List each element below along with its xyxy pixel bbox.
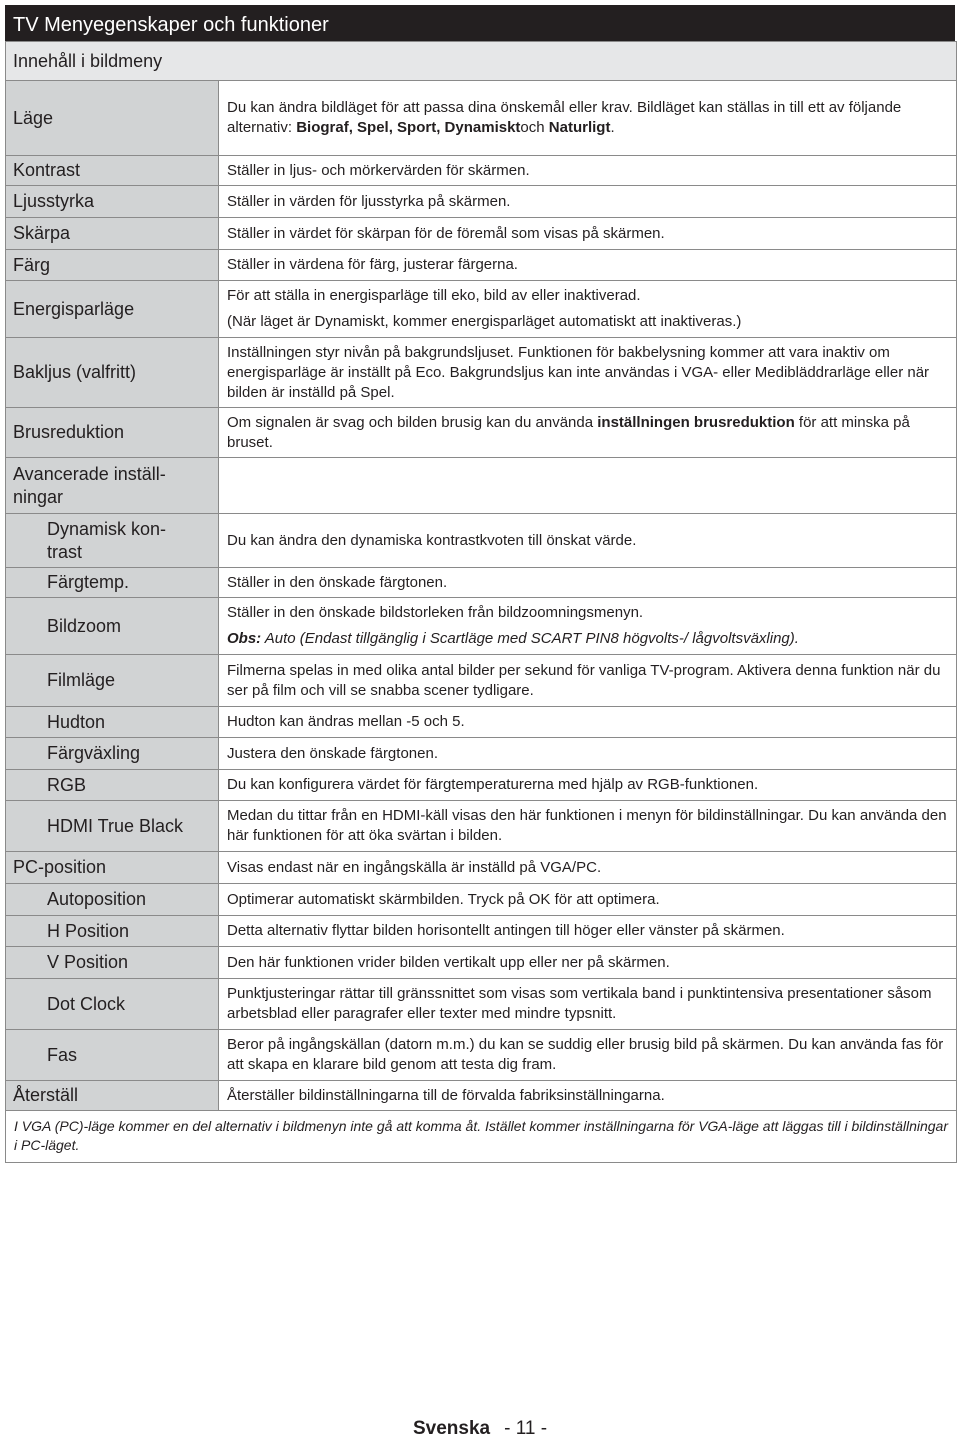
table-row — [6, 884, 957, 916]
row-label-aterstall: Återställ — [6, 1081, 219, 1111]
row-label-dotclock: Dot Clock — [6, 979, 219, 1030]
note-row — [6, 1111, 957, 1163]
row-label-bakljus: Bakljus (valfritt) — [6, 338, 219, 408]
row-desc-fas: Beror på ingångskällan (datorn m.m.) du kan se suddig eller brusig bild på skärmen. Du kan använda fas för att skapa en klarare bild genom att testa dig fram. — [219, 1030, 957, 1081]
row-label-energi: Energisparläge — [6, 281, 219, 338]
page-number: - 11 - — [504, 1418, 548, 1439]
row-label-dynkontrast: Dynamisk kon-trast — [6, 514, 219, 568]
row-label-kontrast: Kontrast — [6, 156, 219, 186]
table-row — [6, 1030, 957, 1081]
row-desc-filmlage: Filmerna spelas in med olika antal bilder per sekund för vanliga TV-program. Aktivera denna funktion när du ser på film och vill se snabba scener tydligare. — [219, 655, 957, 707]
row-desc-dynkontrast: Du kan ändra den dynamiska kontrastkvoten till önskat värde. — [219, 514, 957, 568]
row-label-autopos: Autoposition — [6, 884, 219, 916]
row-desc-autopos: Optimerar automatiskt skärmbilden. Tryck på OK för att optimera. — [219, 884, 957, 916]
row-desc-ljusstyrka: Ställer in värden för ljusstyrka på skärmen. — [219, 186, 957, 218]
page-footer — [0, 1418, 960, 1440]
row-desc-vpos: Den här funktionen vrider bilden vertikalt upp eller ner på skärmen. — [219, 947, 957, 979]
table-row — [6, 1081, 957, 1111]
table-row — [6, 81, 957, 156]
row-label-farg: Färg — [6, 250, 219, 281]
row-label-filmlage: Filmläge — [6, 655, 219, 707]
table-row — [6, 655, 957, 707]
table-row — [6, 568, 957, 598]
table-row — [6, 281, 957, 338]
section-title: Innehåll i bildmeny — [6, 42, 957, 81]
row-label-skarpa: Skärpa — [6, 218, 219, 250]
row-label-bildzoom: Bildzoom — [6, 598, 219, 655]
table-row — [6, 852, 957, 884]
row-desc-avancerade — [219, 458, 957, 514]
row-desc-farg: Ställer in värdena för färg, justerar färgerna. — [219, 250, 957, 281]
table-row — [6, 218, 957, 250]
table-row — [6, 598, 957, 655]
row-label-fargvaxling: Färgväxling — [6, 738, 219, 770]
row-label-fargtemp: Färgtemp. — [6, 568, 219, 598]
row-desc-brus: Om signalen är svag och bilden brusig kan du använda inställningen brusreduktion för att minska på bruset. — [219, 408, 957, 458]
row-label-brus: Brusreduktion — [6, 408, 219, 458]
table-row — [6, 979, 957, 1030]
row-label-lage: Läge — [6, 81, 219, 156]
row-desc-hudton: Hudton kan ändras mellan -5 och 5. — [219, 707, 957, 738]
table-row — [6, 801, 957, 852]
row-desc-hpos: Detta alternativ flyttar bilden horisontellt antingen till höger eller vänster på skärmen. — [219, 916, 957, 947]
table-row — [6, 738, 957, 770]
row-label-ljusstyrka: Ljusstyrka — [6, 186, 219, 218]
row-desc-lage: Du kan ändra bildläget för att passa dina önskemål eller krav. Bildläget kan ställas in till ett av följande alternativ: Biograf, Spel, Sport, Dynamisktoch Naturligt. — [219, 81, 957, 156]
table-row — [6, 408, 957, 458]
table-row — [6, 458, 957, 514]
table-row — [6, 514, 957, 568]
row-desc-aterstall: Återställer bildinställningarna till de förvalda fabriksinställningarna. — [219, 1081, 957, 1111]
row-desc-rgb: Du kan konfigurera värdet för färgtemperaturerna med hjälp av RGB-funktionen. — [219, 770, 957, 801]
row-label-hpos: H Position — [6, 916, 219, 947]
row-desc-skarpa: Ställer in värdet för skärpan för de föremål som visas på skärmen. — [219, 218, 957, 250]
row-desc-hdmi: Medan du tittar från en HDMI-käll visas den här funktionen i menyn för bildinställningar. Du kan använda den här funktionen för att öka svärtan i bilden. — [219, 801, 957, 852]
row-desc-dotclock: Punktjusteringar rättar till gränssnittet som visas som vertikala band i punktintensiva presentationer såsom arbetsblad eller paragrafer eller texter med mindre typsnitt. — [219, 979, 957, 1030]
table-row — [6, 707, 957, 738]
row-label-vpos: V Position — [6, 947, 219, 979]
row-label-hudton: Hudton — [6, 707, 219, 738]
row-label-fas: Fas — [6, 1030, 219, 1081]
footer-language: Svenska — [412, 1418, 491, 1439]
table-row — [6, 186, 957, 218]
row-label-pcpos: PC-position — [6, 852, 219, 884]
page-title: TV Menyegenskaper och funktioner — [5, 5, 955, 41]
row-desc-bildzoom: Ställer in den önskade bildstorleken från bildzoomningsmenyn. Obs: Auto (Endast tillgänglig i Scartläge med SCART PIN8 högvolts-/ lågvoltsväxling). — [219, 598, 957, 655]
section-header-row — [6, 42, 957, 81]
table-row — [6, 916, 957, 947]
row-label-hdmi: HDMI True Black — [6, 801, 219, 852]
row-desc-kontrast: Ställer in ljus- och mörkervärden för skärmen. — [219, 156, 957, 186]
table-row — [6, 156, 957, 186]
table-row — [6, 338, 957, 408]
row-desc-fargvaxling: Justera den önskade färgtonen. — [219, 738, 957, 770]
vga-note: I VGA (PC)-läge kommer en del alternativ i bildmenyn inte gå att komma åt. Istället kommer inställningarna för VGA-läge att läggas till i bildinställningar i PC-läget. — [6, 1111, 957, 1163]
row-desc-energi: För att ställa in energisparläge till eko, bild av eller inaktiverad. (När läget är Dynamiskt, kommer energisparläget automatiskt att inaktiveras.) — [219, 281, 957, 338]
row-label-rgb: RGB — [6, 770, 219, 801]
table-row — [6, 770, 957, 801]
table-row — [6, 250, 957, 281]
picture-menu-table — [5, 41, 957, 1163]
row-desc-fargtemp: Ställer in den önskade färgtonen. — [219, 568, 957, 598]
table-row — [6, 947, 957, 979]
row-desc-bakljus: Inställningen styr nivån på bakgrundsljuset. Funktionen för bakbelysning kommer att vara inaktiv om energisparläge är inställt på Eco. Bakgrundsljus kan inte användas i VGA- eller Medibläddrarläge eller när bilden är inställd på Spel. — [219, 338, 957, 408]
row-label-avancerade: Avancerade inställ-ningar — [6, 458, 219, 514]
row-desc-pcpos: Visas endast när en ingångskälla är inställd på VGA/PC. — [219, 852, 957, 884]
